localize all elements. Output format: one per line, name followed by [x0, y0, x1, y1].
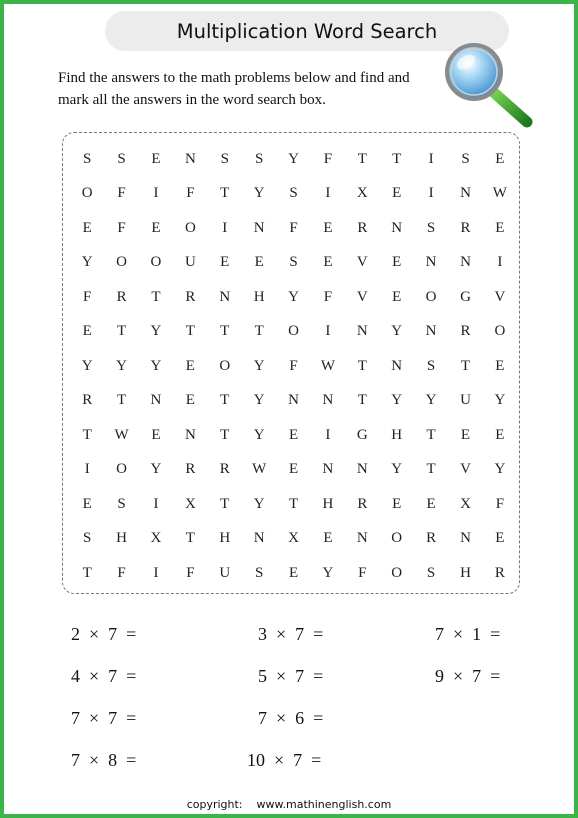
grid-letter[interactable]: I: [153, 495, 159, 512]
grid-letter[interactable]: U: [184, 254, 196, 271]
grid-letter[interactable]: O: [116, 254, 127, 271]
grid-letter[interactable]: E: [495, 219, 505, 236]
grid-letter[interactable]: I: [428, 185, 434, 202]
grid-letter[interactable]: Y: [253, 357, 265, 374]
grid-letter[interactable]: N: [356, 461, 368, 478]
grid-letter[interactable]: Y: [150, 323, 162, 340]
grid-letter[interactable]: R: [185, 461, 196, 478]
grid-letter[interactable]: E: [82, 495, 92, 512]
grid-letter[interactable]: R: [426, 530, 437, 547]
grid-letter[interactable]: I: [84, 461, 90, 478]
grid-letter[interactable]: E: [495, 530, 505, 547]
grid-letter[interactable]: E: [82, 323, 92, 340]
grid-letter[interactable]: F: [495, 495, 505, 512]
grid-letter[interactable]: V: [356, 254, 368, 271]
grid-letter[interactable]: Y: [150, 461, 162, 478]
grid-letter[interactable]: N: [356, 530, 368, 547]
grid-letter[interactable]: Y: [391, 323, 403, 340]
grid-letter[interactable]: N: [391, 357, 403, 374]
grid-letter[interactable]: F: [323, 288, 333, 305]
grid-letter[interactable]: E: [495, 150, 505, 167]
grid-letter[interactable]: Y: [81, 254, 93, 271]
grid-letter[interactable]: T: [185, 323, 195, 340]
grid-letter[interactable]: S: [289, 185, 298, 202]
grid-letter[interactable]: E: [288, 461, 299, 478]
grid-letter[interactable]: V: [356, 288, 368, 305]
instructions-text: Find the answers to the math problems below and find and mark all the answers in the word search box.: [58, 70, 410, 108]
grid-letter[interactable]: X: [288, 530, 299, 547]
grid-letter[interactable]: T: [220, 426, 230, 443]
grid-letter[interactable]: Y: [253, 392, 265, 409]
grid-letter[interactable]: N: [184, 426, 196, 443]
grid-letter[interactable]: S: [83, 150, 92, 167]
grid-letter[interactable]: N: [184, 150, 196, 167]
grid-letter[interactable]: R: [357, 495, 368, 512]
grid-letter[interactable]: I: [325, 185, 331, 202]
grid-letter[interactable]: I: [428, 150, 434, 167]
grid-letter[interactable]: E: [82, 219, 92, 236]
grid-letter[interactable]: T: [117, 323, 127, 340]
grid-letter[interactable]: E: [323, 254, 333, 271]
grid-letter[interactable]: H: [391, 426, 403, 443]
grid-letter[interactable]: H: [219, 530, 231, 547]
grid-letter[interactable]: O: [81, 185, 93, 202]
grid-letter[interactable]: E: [220, 254, 230, 271]
grid-letter[interactable]: N: [219, 288, 231, 305]
grid-letter[interactable]: T: [254, 323, 264, 340]
grid-letter[interactable]: N: [460, 185, 471, 202]
grid-letter[interactable]: T: [426, 461, 436, 478]
grid-letter[interactable]: E: [185, 392, 195, 409]
grid-letter[interactable]: T: [185, 530, 195, 547]
grid-letter[interactable]: S: [426, 219, 436, 236]
grid-letter[interactable]: T: [220, 323, 230, 340]
grid-letter[interactable]: X: [356, 185, 368, 202]
grid-letter[interactable]: V: [460, 461, 471, 478]
grid-letter[interactable]: Y: [253, 185, 265, 202]
math-problem: 10 × 7 =: [247, 750, 322, 770]
grid-letter[interactable]: Y: [391, 461, 403, 478]
grid-letter[interactable]: N: [356, 323, 368, 340]
grid-letter[interactable]: W: [492, 185, 507, 202]
grid-letter[interactable]: F: [83, 288, 92, 305]
grid-letter[interactable]: N: [391, 219, 403, 236]
grid-letter[interactable]: N: [322, 461, 334, 478]
grid-letter[interactable]: R: [116, 288, 127, 305]
grid-letter[interactable]: E: [288, 426, 299, 443]
grid-letter[interactable]: E: [460, 426, 471, 443]
grid-letter[interactable]: O: [494, 323, 506, 340]
grid-letter[interactable]: I: [222, 219, 228, 236]
grid-letter[interactable]: N: [460, 254, 471, 271]
page-title: Multiplication Word Search: [105, 11, 509, 51]
grid-letter[interactable]: E: [185, 357, 195, 374]
grid-letter[interactable]: I: [325, 426, 331, 443]
math-problem: 5 × 7 =: [258, 666, 324, 686]
grid-letter[interactable]: F: [117, 219, 126, 236]
grid-letter[interactable]: E: [426, 495, 436, 512]
grid-letter[interactable]: T: [460, 357, 471, 374]
grid-letter[interactable]: E: [288, 564, 299, 581]
grid-letter[interactable]: G: [460, 288, 471, 305]
word-search-grid: [70, 142, 517, 591]
grid-letter[interactable]: E: [392, 495, 402, 512]
grid-letter[interactable]: F: [117, 185, 126, 202]
grid-letter[interactable]: H: [116, 530, 127, 547]
math-problem: 7 × 1 =: [435, 624, 501, 644]
math-problem: 9 × 7 =: [435, 666, 501, 686]
grid-letter[interactable]: T: [117, 392, 127, 409]
grid-letter[interactable]: F: [186, 185, 195, 202]
grid-letter[interactable]: F: [323, 150, 333, 167]
grid-letter[interactable]: S: [83, 530, 92, 547]
grid-letter[interactable]: X: [184, 495, 196, 512]
grid-letter[interactable]: F: [358, 564, 367, 581]
grid-letter[interactable]: E: [495, 426, 505, 443]
grid-letter[interactable]: S: [254, 564, 264, 581]
grid-letter[interactable]: O: [288, 323, 299, 340]
grid-letter[interactable]: U: [460, 392, 471, 409]
grid-letter[interactable]: N: [425, 323, 437, 340]
grid-letter[interactable]: E: [323, 219, 333, 236]
grid-letter[interactable]: O: [150, 254, 162, 271]
grid-letter[interactable]: E: [151, 150, 161, 167]
grid-letter[interactable]: E: [392, 288, 402, 305]
grid-letter[interactable]: T: [288, 495, 299, 512]
grid-letter[interactable]: V: [494, 288, 506, 305]
grid-letter[interactable]: F: [289, 219, 298, 236]
math-problem: 4 × 7 =: [71, 666, 137, 686]
grid-letter[interactable]: S: [426, 357, 436, 374]
grid-letter[interactable]: H: [322, 495, 334, 512]
copyright-label: copyright:: [186, 798, 243, 811]
grid-letter[interactable]: H: [460, 564, 471, 581]
grid-letter[interactable]: R: [460, 323, 471, 340]
website-link[interactable]: www.mathinenglish.com: [256, 798, 392, 811]
grid-letter[interactable]: Y: [81, 357, 93, 374]
grid-letter[interactable]: E: [392, 254, 402, 271]
grid-letter[interactable]: R: [494, 564, 505, 581]
grid-letter[interactable]: T: [82, 564, 92, 581]
grid-letter[interactable]: Y: [425, 392, 437, 409]
grid-letter[interactable]: Y: [288, 288, 299, 305]
math-problem: 7 × 6 =: [258, 708, 324, 728]
grid-letter[interactable]: S: [426, 564, 436, 581]
grid-letter[interactable]: Y: [116, 357, 127, 374]
grid-letter[interactable]: G: [356, 426, 368, 443]
grid-letter[interactable]: Y: [288, 150, 299, 167]
grid-letter[interactable]: Y: [494, 461, 506, 478]
grid-letter[interactable]: R: [460, 219, 471, 236]
grid-letter[interactable]: I: [497, 254, 503, 271]
grid-letter[interactable]: I: [153, 185, 159, 202]
grid-letter[interactable]: S: [117, 495, 126, 512]
grid-letter[interactable]: H: [253, 288, 265, 305]
grid-letter[interactable]: T: [220, 392, 230, 409]
grid-letter[interactable]: R: [219, 461, 230, 478]
grid-letter[interactable]: N: [425, 254, 437, 271]
grid-letter[interactable]: S: [220, 150, 229, 167]
grid-letter[interactable]: Y: [322, 564, 334, 581]
grid-letter[interactable]: R: [357, 219, 368, 236]
grid-letter[interactable]: O: [391, 530, 403, 547]
grid-letter[interactable]: E: [151, 426, 161, 443]
grid-letter[interactable]: N: [253, 219, 265, 236]
grid-letter[interactable]: E: [495, 357, 505, 374]
grid-letter[interactable]: E: [151, 219, 161, 236]
grid-letter[interactable]: S: [254, 150, 264, 167]
grid-letter[interactable]: T: [392, 150, 402, 167]
grid-letter[interactable]: N: [150, 392, 162, 409]
grid-letter[interactable]: Y: [253, 426, 265, 443]
grid-letter[interactable]: Y: [253, 495, 265, 512]
grid-letter[interactable]: T: [82, 426, 92, 443]
grid-letter[interactable]: N: [322, 392, 334, 409]
grid-letter[interactable]: X: [460, 495, 471, 512]
grid-letter[interactable]: N: [288, 392, 299, 409]
math-problem: 7 × 7 =: [71, 708, 137, 728]
grid-letter[interactable]: E: [323, 530, 333, 547]
grid-letter[interactable]: O: [425, 288, 437, 305]
grid-letter[interactable]: W: [252, 461, 267, 478]
grid-letter[interactable]: O: [391, 564, 403, 581]
grid-letter[interactable]: O: [219, 357, 231, 374]
grid-letter[interactable]: E: [392, 185, 402, 202]
grid-letter[interactable]: N: [460, 530, 471, 547]
grid-letter[interactable]: X: [150, 530, 162, 547]
grid-letter[interactable]: R: [185, 288, 196, 305]
grid-letter[interactable]: F: [186, 564, 195, 581]
grid-letter[interactable]: T: [357, 392, 367, 409]
footer: [4, 798, 574, 811]
grid-letter[interactable]: S: [461, 150, 470, 167]
grid-letter[interactable]: I: [153, 564, 159, 581]
grid-letter[interactable]: T: [220, 495, 230, 512]
grid-letter[interactable]: Y: [150, 357, 162, 374]
grid-letter[interactable]: T: [357, 150, 367, 167]
grid-letter[interactable]: W: [320, 357, 336, 374]
grid-letter[interactable]: N: [253, 530, 265, 547]
grid-letter[interactable]: T: [220, 185, 230, 202]
magnifying-glass-icon: [441, 40, 535, 130]
grid-letter[interactable]: S: [289, 254, 298, 271]
grid-letter[interactable]: Y: [391, 392, 403, 409]
grid-letter[interactable]: F: [117, 564, 126, 581]
math-problem: 7 × 8 =: [71, 750, 137, 770]
grid-letter[interactable]: T: [151, 288, 161, 305]
math-problem: 3 × 7 =: [258, 624, 324, 644]
grid-letter[interactable]: U: [219, 564, 231, 581]
grid-letter[interactable]: T: [357, 357, 367, 374]
grid-letter[interactable]: T: [426, 426, 436, 443]
grid-letter[interactable]: O: [184, 219, 196, 236]
grid-letter[interactable]: I: [325, 323, 331, 340]
grid-letter[interactable]: O: [116, 461, 127, 478]
grid-letter[interactable]: Y: [494, 392, 506, 409]
grid-letter[interactable]: E: [254, 254, 264, 271]
grid-letter[interactable]: R: [82, 392, 93, 409]
grid-letter[interactable]: F: [289, 357, 298, 374]
grid-letter[interactable]: S: [117, 150, 126, 167]
math-problem: 2 × 7 =: [71, 624, 137, 644]
grid-letter[interactable]: W: [114, 426, 129, 443]
